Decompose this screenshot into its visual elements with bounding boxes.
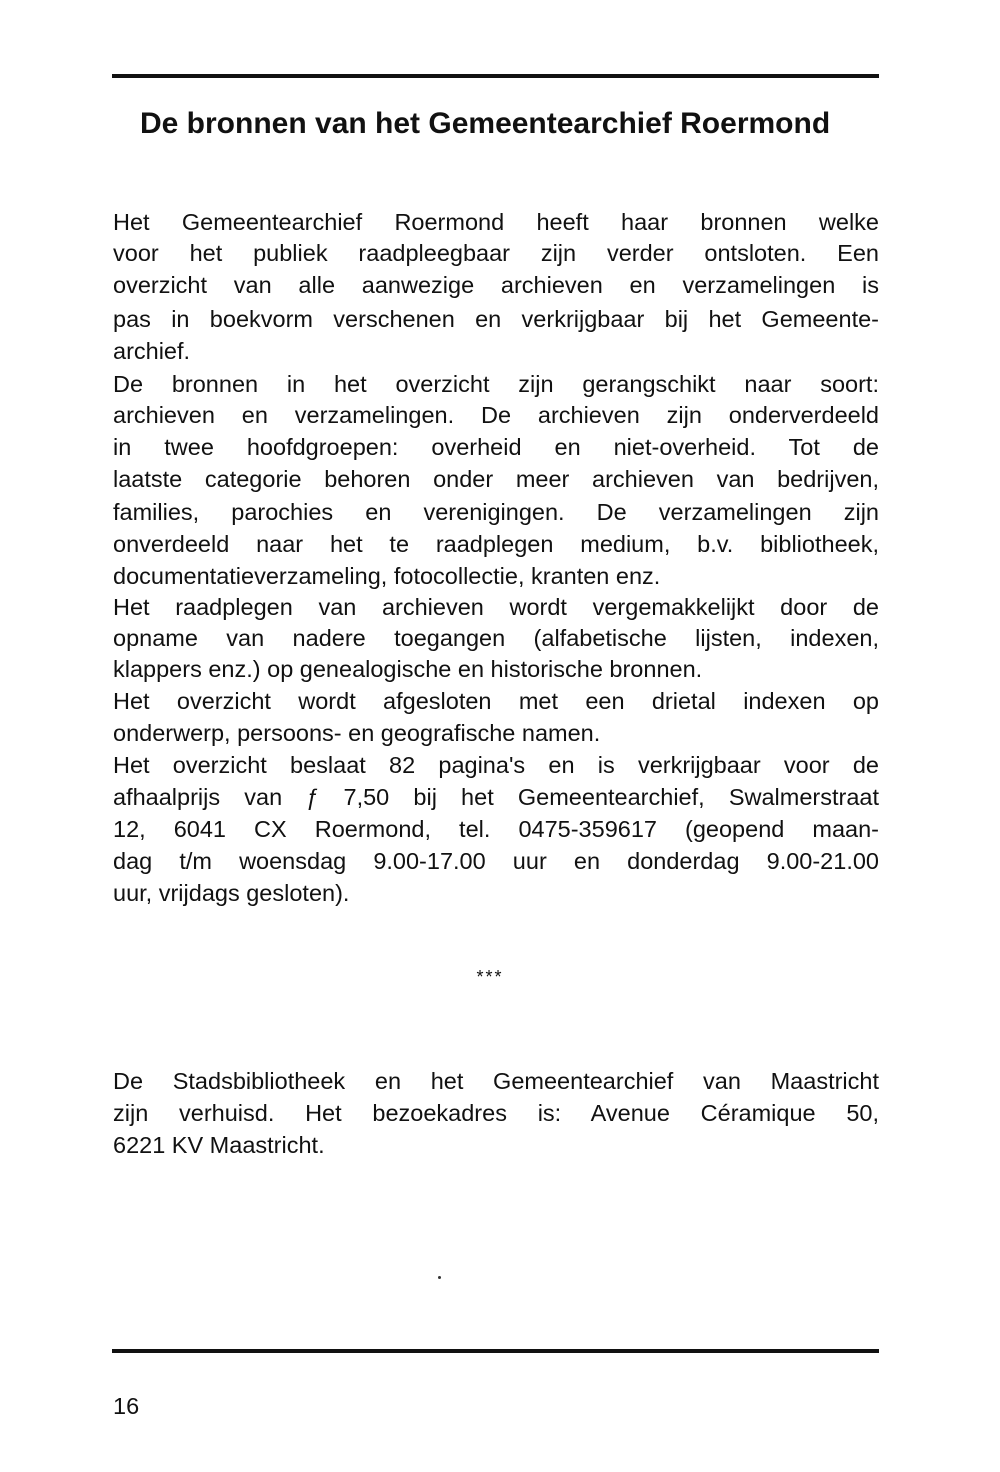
article-line: documentatieverzameling, fotocollectie, kranten enz. [113, 563, 661, 589]
article-line: Het overzicht beslaat 82 pagina's en is verkrijgbaar voor de [113, 752, 879, 778]
article-line: overzicht van alle aanwezige archieven en verzamelingen is [113, 272, 879, 298]
article-line: archieven en verzamelingen. De archieven zijn onderverdeeld [113, 402, 879, 428]
article-line: uur, vrijdags gesloten). [113, 880, 350, 906]
page-number: 16 [113, 1393, 140, 1419]
article-line: afhaalprijs van ƒ 7,50 bij het Gemeentearchief, Swalmerstraat [113, 784, 879, 810]
top-rule [112, 74, 879, 78]
bottom-rule [112, 1349, 879, 1353]
article-line: klappers enz.) op genealogische en historische bronnen. [113, 656, 703, 682]
article-line: laatste categorie behoren onder meer archieven van bedrijven, [113, 466, 879, 492]
stray-dot [438, 1276, 441, 1279]
article-line: Het Gemeentearchief Roermond heeft haar bronnen welke [113, 209, 879, 235]
article-line: pas in boekvorm verschenen en verkrijgbaar bij het Gemeente- [113, 306, 879, 332]
article-line: archief. [113, 338, 191, 364]
article-line: opname van nadere toegangen (alfabetische lijsten, indexen, [113, 625, 879, 651]
article-line: in twee hoofdgroepen: overheid en niet-overheid. Tot de [113, 434, 879, 460]
article-line: onderwerp, persoons- en geografische namen. [113, 720, 601, 746]
article-line: Het overzicht wordt afgesloten met een drietal indexen op [113, 688, 879, 714]
section-separator: *** [476, 967, 504, 987]
notice-line: zijn verhuisd. Het bezoekadres is: Avenue Céramique 50, [113, 1100, 879, 1126]
article-line: De bronnen in het overzicht zijn gerangschikt naar soort: [113, 371, 879, 397]
article-line: onverdeeld naar het te raadplegen medium, b.v. bibliotheek, [113, 531, 879, 557]
article-line: 12, 6041 CX Roermond, tel. 0475-359617 (geopend maan- [113, 816, 879, 842]
article-line: families, parochies en verenigingen. De verzamelingen zijn [113, 499, 879, 525]
article-title: De bronnen van het Gemeentearchief Roermond [140, 107, 831, 140]
notice-line: 6221 KV Maastricht. [113, 1132, 325, 1158]
article-line: dag t/m woensdag 9.00-17.00 uur en donderdag 9.00-21.00 [113, 848, 879, 874]
article-line: voor het publiek raadpleegbaar zijn verder ontsloten. Een [113, 240, 879, 266]
notice-line: De Stadsbibliotheek en het Gemeentearchief van Maastricht [113, 1068, 879, 1094]
article-line: Het raadplegen van archieven wordt vergemakkelijkt door de [113, 594, 879, 620]
